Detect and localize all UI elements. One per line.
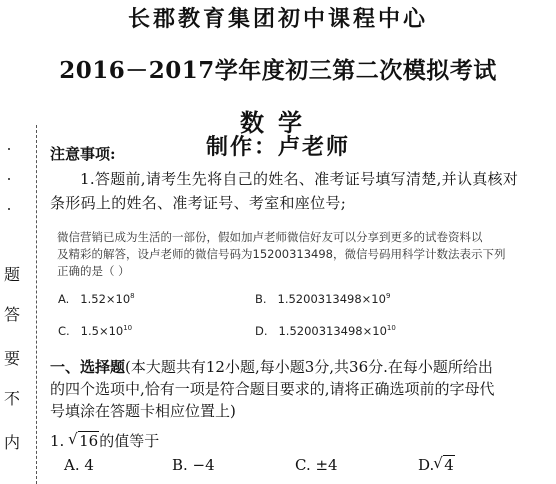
option-label: C. [58, 324, 70, 338]
radicand: 16 [79, 432, 99, 450]
note-item-1-cont: 条形码上的姓名、准考证号、考室和座位号; [50, 194, 347, 212]
question-number: 1. [50, 432, 65, 450]
option-mantissa: 1.5200313498×10 [277, 292, 386, 306]
subject-title: 数学 [240, 108, 316, 137]
option-exponent: 10 [386, 324, 396, 332]
margin-char: 题 [4, 265, 21, 284]
margin-char: 答 [4, 305, 21, 324]
question-1 [50, 430, 159, 451]
margin-char: 不 [4, 389, 21, 408]
school-name: 长郡教育集团初中课程中心 [127, 6, 428, 32]
option-label: B. [255, 292, 267, 306]
inserted-question-line: 及精彩的解答，设卢老师的微信号码为15200313498，微信号码用科学计数法表示下列 [57, 247, 506, 261]
margin-char: 内 [4, 433, 21, 452]
choice-label: D. [418, 456, 435, 474]
note-item-1: 1.答题前,请考生先将自己的姓名、准考证号填写清楚,并认真核对 [80, 170, 519, 188]
option-c [58, 324, 132, 338]
radicand: 4 [444, 456, 454, 474]
option-label: A. [58, 292, 70, 306]
choice-a: A. 4 [64, 456, 94, 474]
inserted-question-line: 微信营销已成为生活的一部份，假如加卢老师微信好友可以分享到更多的试卷资料以 [57, 230, 483, 244]
margin-dot [8, 178, 10, 180]
section-heading [50, 356, 493, 378]
question-stem: 的值等于 [99, 432, 160, 450]
option-label: D. [255, 324, 268, 338]
section-instructions: (本大题共有12小题,每小题3分,共36分.在每小题所给出 [125, 358, 493, 376]
option-exponent: 8 [130, 292, 135, 300]
choice-b: B. −4 [172, 456, 215, 474]
choice-c: C. ±4 [295, 456, 338, 474]
section-instructions-cont: 的四个选项中,恰有一项是符合题目要求的,请将正确选项前的字母代 [50, 380, 495, 398]
inserted-question-line: 正确的是（ ） [57, 264, 130, 278]
binding-margin-line [36, 125, 37, 484]
sqrt-expression [434, 456, 455, 474]
margin-dot [8, 208, 10, 210]
sqrt-expression [69, 432, 99, 450]
option-mantissa: 1.5200313498×10 [278, 324, 387, 338]
notes-title: 注意事项: [50, 145, 116, 163]
option-d [255, 324, 396, 338]
option-mantissa: 1.52×10 [80, 292, 131, 306]
margin-char: 要 [4, 349, 21, 368]
choice-d [418, 456, 455, 474]
maker-credit: 制作：卢老师 [205, 134, 350, 160]
option-mantissa: 1.5×10 [80, 324, 124, 338]
option-exponent: 10 [123, 324, 133, 332]
option-b [255, 292, 390, 306]
option-exponent: 9 [385, 292, 391, 300]
radical-sign-icon: √ [433, 454, 443, 472]
exam-title: 2016－2017学年度初三第二次模拟考试 [59, 57, 497, 84]
margin-dot [8, 148, 10, 150]
option-a [58, 292, 135, 306]
radical-sign-icon: √ [68, 430, 78, 448]
section-title: 一、选择题 [50, 358, 126, 376]
section-instructions-cont: 号填涂在答题卡相应位置上) [50, 402, 236, 420]
